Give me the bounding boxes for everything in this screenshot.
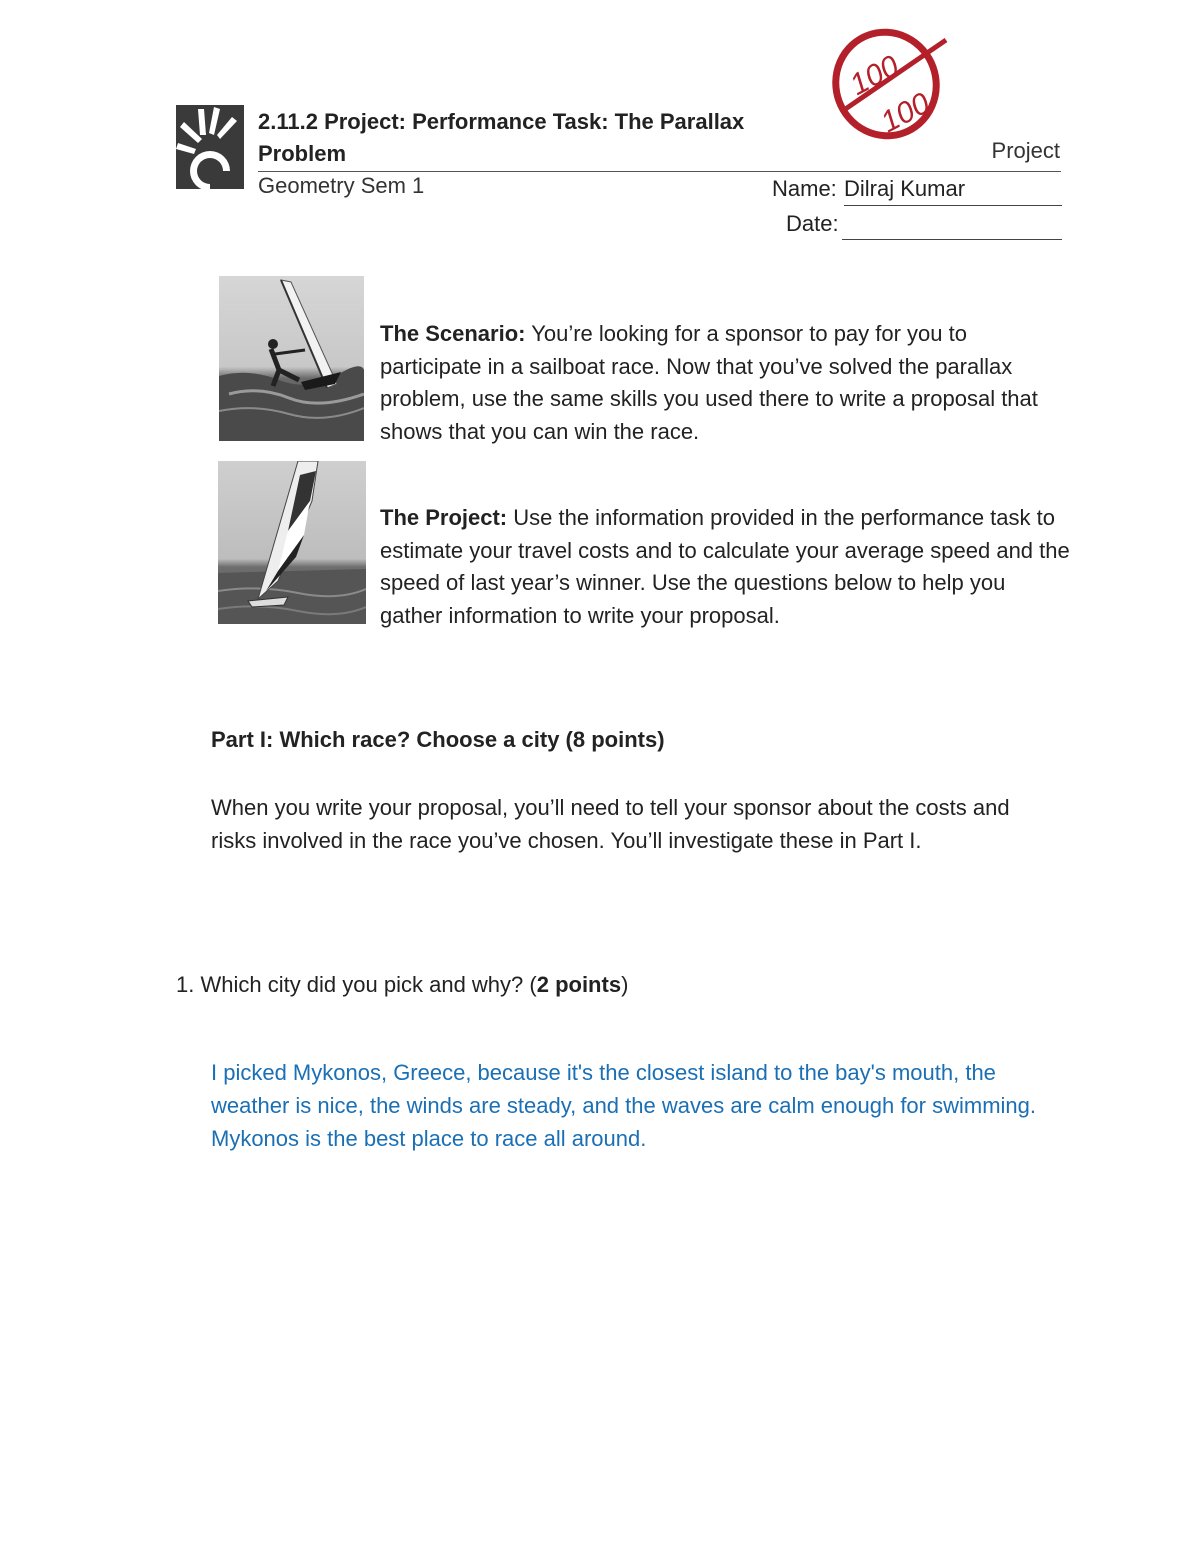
project-text: Use the information provided in the performance task to estimate your travel costs and to calculate your average speed and the speed of last year’s winner. Use the questions below to help you gather information to write your proposal. [380,505,1070,628]
project-label: The Project: [380,505,508,530]
grade-stamp [826,22,976,152]
part1-heading: Part I: Which race? Choose a city (8 points) [211,727,665,752]
part1-intro: When you write your proposal, you’ll need to tell your sponsor about the costs and risks involved in the race you’ve chosen. You’ll investigate these in Part I. [211,795,1010,853]
windsurfer-photo [219,276,364,441]
question-1-text: 1. Which city did you pick and why? ( [176,972,537,997]
stamp-score: 100 [844,49,905,102]
date-label: Date: [786,211,839,236]
question-1-answer: I picked Mykonos, Greece, because it's the closest island to the bay's mouth, the weather is nice, the winds are steady, and the waves are calm enough for swimming. Mykonos is the best place to race all around. [211,1060,1036,1151]
scenario-text: You’re looking for a sponsor to pay for you to participate in a sailboat race. Now that you’ve solved the parallax problem, use the same skills you used there to write a proposal that shows that you can win the race. [380,321,1038,444]
project-paragraph [380,502,1070,632]
name-value: Dilraj Kumar [844,176,1062,206]
date-field [786,211,1062,241]
school-logo-icon [176,105,244,189]
sailboard-photo [218,461,366,624]
name-field [772,176,1062,206]
question-1-close: ) [621,972,629,997]
question-1 [176,972,628,998]
date-blank-line [842,239,1062,240]
course-name: Geometry Sem 1 [258,173,425,198]
name-label: Name: [772,176,837,201]
header-divider [258,171,1061,172]
document-title: 2.11.2 Project: Performance Task: The Parallax Problem [258,109,745,166]
scenario-paragraph [380,318,1070,448]
question-1-points: 2 points [536,972,622,997]
stamp-total: 100 [875,86,936,140]
scenario-label: The Scenario: [380,321,526,346]
document-type-label: Project [991,138,1060,163]
